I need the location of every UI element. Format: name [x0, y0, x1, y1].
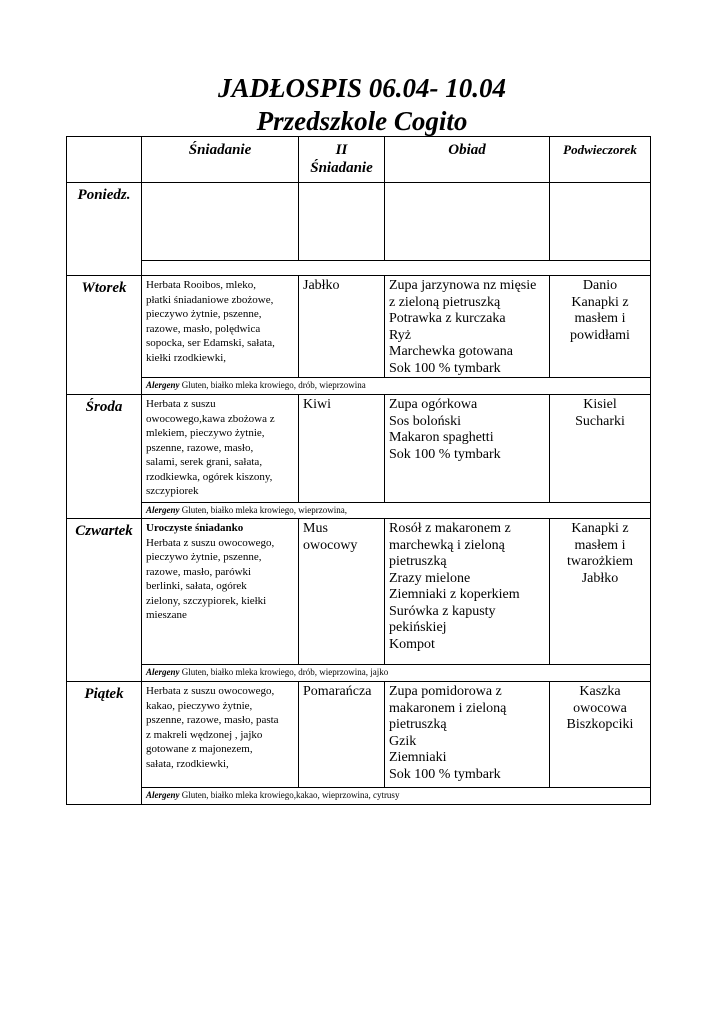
breakfast-line: owocowego,kawa zbożowa z	[146, 412, 275, 425]
breakfast-line: kakao, pieczywo żytnie,	[146, 699, 253, 712]
allergen-cell	[142, 788, 651, 805]
snack-line: Jabłko	[581, 570, 619, 586]
allergen-row	[67, 503, 651, 519]
day-name: Środa	[67, 395, 142, 519]
snack-cell	[550, 395, 651, 503]
allergen-label: Alergeny	[146, 667, 180, 677]
breakfast-line: płatki śniadaniowe zbożowe,	[146, 293, 274, 306]
lunch-line: Sok 100 % tymbark	[389, 360, 501, 376]
snack-cell	[550, 276, 651, 378]
lunch-cell	[385, 395, 550, 503]
lunch-line: pietruszką	[389, 717, 447, 732]
page-subtitle: Przedszkole Cogito	[256, 106, 468, 136]
breakfast-cell	[142, 276, 299, 378]
menu-body	[67, 183, 651, 805]
snack-line: powidłami	[570, 327, 630, 343]
lunch-line: pietruszką	[389, 554, 447, 569]
breakfast-line: sopocka, ser Edamski, sałata,	[146, 337, 275, 349]
lunch-cell	[385, 682, 550, 788]
allergen-cell	[142, 261, 651, 276]
allergen-cell	[142, 503, 651, 519]
lunch-cell	[385, 183, 550, 261]
allergen-text: Gluten, białko mleka krowiego, wieprzowina,	[181, 505, 347, 515]
breakfast-line: razowe, masło, parówki	[146, 565, 252, 578]
snack-line: masłem i	[574, 537, 626, 553]
day-name: Wtorek	[67, 276, 142, 395]
breakfast-line: mlekiem, pieczywo żytnie,	[146, 427, 265, 439]
breakfast-line: Herbata z suszu	[146, 398, 216, 410]
breakfast-line: pszenne, razowe, masło, pasta	[146, 714, 279, 726]
lunch-line: Rosół z makaronem z	[389, 521, 511, 536]
header-day	[67, 137, 142, 183]
second-breakfast-line: Mus	[303, 521, 328, 536]
lunch-line: Ziemniaki z koperkiem	[389, 587, 520, 602]
day-row	[67, 276, 651, 378]
lunch-line: Ryż	[389, 327, 411, 343]
second-breakfast-line: owocowy	[303, 537, 358, 553]
breakfast-line: zielony, szczypiorek, kiełki	[146, 594, 267, 607]
snack-line: twarożkiem	[566, 554, 634, 569]
breakfast-line: pszenne, razowe, masło,	[146, 441, 254, 454]
header-second-line2: Śniadanie	[310, 160, 373, 176]
breakfast-line: szczypiorek	[146, 485, 199, 497]
breakfast-line: sałata, rzodkiewki,	[146, 757, 229, 770]
second-breakfast-cell	[299, 519, 385, 665]
header-second-line1: II	[335, 142, 348, 158]
breakfast-line: Herbata Rooibos, mleko,	[146, 279, 256, 291]
allergen-label: Alergeny	[146, 505, 180, 515]
second-breakfast-line: Jabłko	[303, 278, 340, 293]
lunch-line: Kompot	[389, 636, 435, 652]
day-row	[67, 519, 651, 665]
allergen-row	[67, 378, 651, 395]
allergen-row	[67, 788, 651, 805]
header-second-breakfast	[299, 137, 385, 183]
header-snack: Podwieczorek	[550, 137, 651, 183]
lunch-line: marchewką i zieloną	[389, 537, 505, 553]
lunch-line: Ziemniaki	[389, 750, 447, 765]
breakfast-title: Uroczyste śniadanko	[146, 522, 244, 534]
snack-line: Danio	[582, 278, 618, 293]
day-name: Poniedz.	[67, 183, 142, 276]
day-row	[67, 395, 651, 503]
breakfast-line: rzodkiewka, ogórek kiszony,	[146, 470, 273, 483]
breakfast-line: salami, serek grani, sałata,	[146, 456, 263, 468]
snack-line: Kaszka	[579, 684, 621, 699]
header-lunch: Obiad	[385, 137, 550, 183]
snack-line: Biszkopciki	[566, 717, 634, 732]
lunch-line: Gzik	[389, 733, 417, 749]
allergen-text: Gluten, białko mleka krowiego, drób, wieprzowina	[181, 380, 366, 390]
allergen-text: Gluten, białko mleka krowiego, drób, wieprzowina, jajko	[181, 667, 389, 677]
lunch-line: Potrawka z kurczaka	[389, 311, 506, 326]
breakfast-line: mieszane	[146, 609, 187, 621]
breakfast-line: kiełki rzodkiewki,	[146, 351, 227, 364]
lunch-line: Zupa jarzynowa nz mięsie	[389, 278, 537, 293]
breakfast-line: Herbata z suszu owocowego,	[146, 536, 275, 549]
snack-line: masłem i	[574, 311, 626, 326]
second-breakfast-cell	[299, 682, 385, 788]
page-title: JADŁOSPIS 06.04- 10.04	[217, 73, 507, 103]
breakfast-line: razowe, masło, polędwica	[146, 322, 261, 335]
lunch-line: Sos boloński	[389, 413, 461, 429]
snack-cell	[550, 183, 651, 261]
day-row	[67, 682, 651, 788]
breakfast-cell	[142, 395, 299, 503]
breakfast-cell	[142, 682, 299, 788]
second-breakfast-line: Kiwi	[303, 397, 331, 412]
breakfast-line: pieczywo żytnie, pszenne,	[146, 551, 262, 563]
lunch-line: z zieloną pietruszką	[389, 294, 501, 310]
lunch-line: Makaron spaghetti	[389, 430, 494, 445]
lunch-line: Zupa ogórkowa	[389, 397, 478, 412]
breakfast-line: berlinki, sałata, ogórek	[146, 580, 247, 592]
lunch-line: Zupa pomidorowa z	[389, 684, 502, 699]
allergen-label: Alergeny	[146, 790, 180, 800]
lunch-cell	[385, 276, 550, 378]
allergen-cell	[142, 665, 651, 682]
header-breakfast: Śniadanie	[142, 137, 299, 183]
lunch-line: Marchewka gotowana	[389, 344, 514, 359]
allergen-text: Gluten, białko mleka krowiego,kakao, wieprzowina, cytrusy	[181, 790, 400, 800]
allergen-label: Alergeny	[146, 380, 180, 390]
second-breakfast-cell	[299, 276, 385, 378]
lunch-line: Sok 100 % tymbark	[389, 446, 501, 462]
snack-cell	[550, 682, 651, 788]
breakfast-line: z makreli wędzonej , jajko	[146, 728, 263, 741]
lunch-line: makaronem i zieloną	[389, 700, 507, 716]
second-breakfast-cell	[299, 183, 385, 261]
snack-cell	[550, 519, 651, 665]
snack-line: Kisiel	[583, 397, 617, 412]
breakfast-line: Herbata z suszu owocowego,	[146, 685, 275, 697]
day-name: Czwartek	[67, 519, 142, 682]
lunch-line: Sok 100 % tymbark	[389, 766, 501, 782]
snack-line: owocowa	[573, 700, 627, 716]
lunch-line: pekińskiej	[389, 620, 447, 635]
snack-line: Kanapki z	[571, 521, 629, 536]
second-breakfast-cell	[299, 395, 385, 503]
menu-table	[66, 136, 651, 805]
lunch-cell	[385, 519, 550, 665]
day-row	[67, 183, 651, 261]
allergen-row	[67, 261, 651, 276]
allergen-cell	[142, 378, 651, 395]
snack-line: Kanapki z	[571, 294, 629, 310]
lunch-line: Zrazy mielone	[389, 570, 471, 586]
lunch-line: Surówka z kapusty	[389, 603, 496, 619]
breakfast-cell	[142, 519, 299, 665]
breakfast-line: gotowane z majonezem,	[146, 743, 253, 755]
day-name: Piątek	[67, 682, 142, 805]
breakfast-line: pieczywo żytnie, pszenne,	[146, 308, 262, 320]
snack-line: Sucharki	[575, 413, 625, 429]
allergen-row	[67, 665, 651, 682]
header-row	[67, 137, 651, 183]
second-breakfast-line: Pomarańcza	[303, 684, 372, 699]
breakfast-cell	[142, 183, 299, 261]
